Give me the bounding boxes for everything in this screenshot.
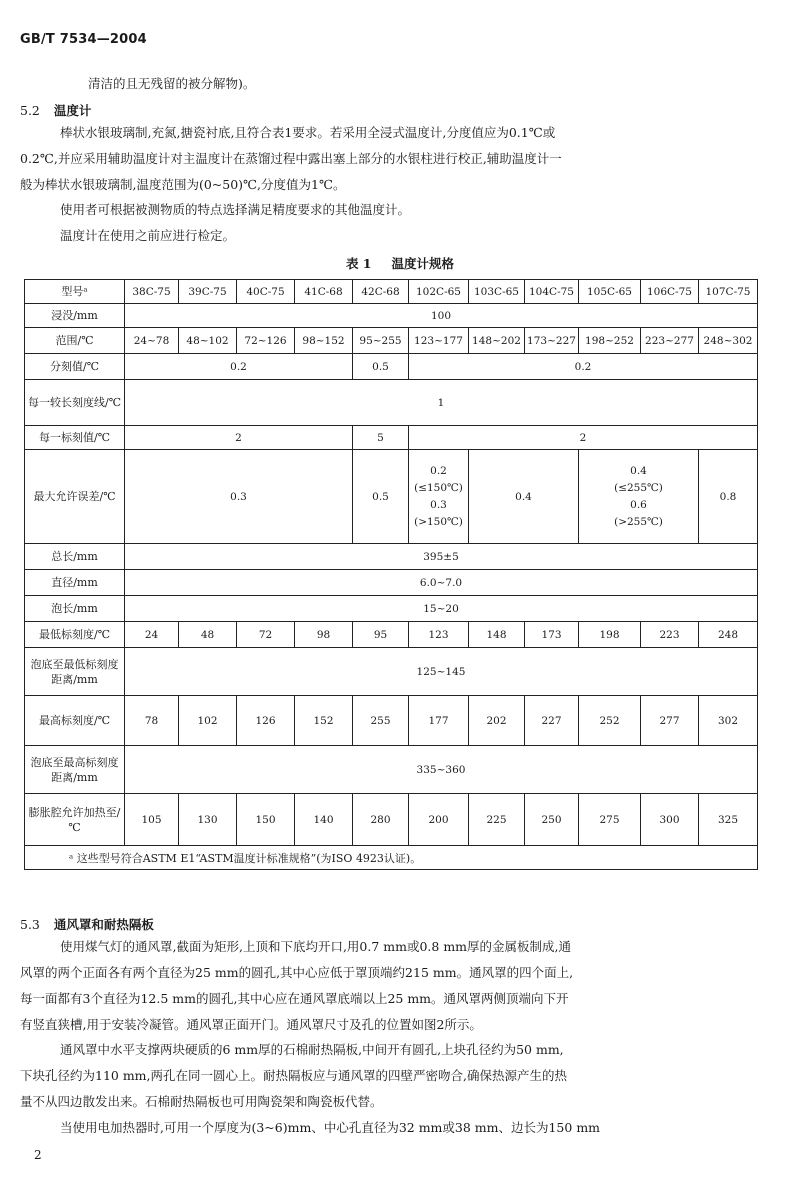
row-label: 范围/℃ (25, 328, 125, 354)
table-cell: 100 (125, 304, 758, 328)
table-cell: 104C-75 (525, 280, 579, 304)
row-label: 每一标刻值/℃ (25, 426, 125, 450)
paragraph-line: 风罩的两个正面各有两个直径为25 mm的圆孔,其中心应低于罩顶端约215 mm。通风罩的四个面上, (20, 965, 574, 980)
cell-line: 0.3 (430, 498, 447, 511)
table-cell: 227 (525, 696, 579, 746)
table-cell: 123 (409, 622, 469, 648)
table-row (25, 304, 758, 328)
table-cell: 200 (409, 794, 469, 846)
table-cell: 255 (353, 696, 409, 746)
table-row (25, 280, 758, 304)
table-row (25, 794, 758, 846)
table-cell: 24 (125, 622, 179, 648)
table-cell (579, 450, 699, 544)
table-cell: 0.2 (125, 354, 353, 380)
table-row (25, 380, 758, 426)
section-number: 5.2 (20, 103, 40, 118)
paragraph-line: 使用煤气灯的通风罩,截面为矩形,上顶和下底均开口,用0.7 mm或0.8 mm厚的金属板制成,通 (60, 939, 572, 954)
table-cell: 335~360 (125, 746, 758, 794)
table-row (25, 746, 758, 794)
table-cell: 95 (353, 622, 409, 648)
table-cell: 123~177 (409, 328, 469, 354)
paragraph-line: 有竖直狭槽,用于安装冷凝管。通风罩正面开门。通风罩尺寸及孔的位置如图2所示。 (20, 1017, 482, 1032)
section-5-2-heading (20, 101, 91, 119)
table-cell: 177 (409, 696, 469, 746)
table-cell: 140 (295, 794, 353, 846)
table-footnote: ᵃ 这些型号符合ASTM E1“ASTM温度计标准规格”(为ISO 4923认证)。 (25, 846, 758, 870)
table-cell: 2 (409, 426, 758, 450)
table-cell: 15~20 (125, 596, 758, 622)
paragraph-line: 0.2℃,并应采用辅助温度计对主温度计在蒸馏过程中露出塞上部分的水银柱进行校正,辅助温度计一 (20, 151, 562, 166)
table-cell: 248 (699, 622, 758, 648)
row-label: 浸没/mm (25, 304, 125, 328)
paragraph-line: 每一面都有3个直径为12.5 mm的圆孔,其中心应在通风罩底端以上25 mm。通风罩两侧顶端向下开 (20, 991, 569, 1006)
row-label: 分刻值/℃ (25, 354, 125, 380)
table-row (25, 696, 758, 746)
paragraph-line: 下块孔径约为110 mm,两孔在同一圆心上。耐热隔板应与通风罩的四壁严密吻合,确保热源产生的热 (20, 1068, 567, 1083)
thermometer-spec-table (24, 279, 758, 870)
section-5-3-heading (20, 915, 154, 933)
table-cell: 0.8 (699, 450, 758, 544)
table-cell: 42C-68 (353, 280, 409, 304)
table-cell: 280 (353, 794, 409, 846)
table-cell: 150 (237, 794, 295, 846)
table-row (25, 846, 758, 870)
table-cell: 173~227 (525, 328, 579, 354)
cell-line: (≤255℃) (614, 481, 663, 494)
row-label: 最高标刻度/℃ (25, 696, 125, 746)
continued-text: 清洁的且无残留的被分解物)。 (88, 76, 256, 91)
row-label: 膨胀腔允许加热至/℃ (25, 794, 125, 846)
section-title: 通风罩和耐热隔板 (53, 917, 154, 932)
paragraph-line: 量不从四边散发出来。石棉耐热隔板也可用陶瓷架和陶瓷板代替。 (20, 1094, 383, 1109)
table-cell: 48 (179, 622, 237, 648)
table-cell: 325 (699, 794, 758, 846)
row-label: 泡底至最低标刻度距离/mm (25, 648, 125, 696)
table-cell: 223 (641, 622, 699, 648)
table-cell: 275 (579, 794, 641, 846)
table-cell: 102 (179, 696, 237, 746)
paragraph-line: 当使用电加热器时,可用一个厚度为(3~6)mm、中心孔直径为32 mm或38 mm、边长为150 mm (60, 1120, 601, 1135)
table-row (25, 544, 758, 570)
row-label: 总长/mm (25, 544, 125, 570)
table-cell: 225 (469, 794, 525, 846)
row-label: 最低标刻度/℃ (25, 622, 125, 648)
table-cell: 198~252 (579, 328, 641, 354)
table-cell: 40C-75 (237, 280, 295, 304)
table-caption (0, 254, 800, 272)
cell-line: (≤150℃) (414, 481, 463, 494)
table-cell: 0.4 (469, 450, 579, 544)
table-cell: 0.5 (353, 450, 409, 544)
row-label: 每一较长刻度线/℃ (25, 380, 125, 426)
table-row (25, 570, 758, 596)
table-title: 温度计规格 (391, 256, 455, 271)
table-cell: 148~202 (469, 328, 525, 354)
table-cell: 1 (125, 380, 758, 426)
table-cell: 95~255 (353, 328, 409, 354)
table-cell: 6.0~7.0 (125, 570, 758, 596)
table-cell: 72~126 (237, 328, 295, 354)
paragraph-line: 温度计在使用之前应进行检定。 (60, 228, 236, 243)
cell-line: (>150℃) (414, 515, 463, 528)
table-cell: 152 (295, 696, 353, 746)
table-cell: 107C-75 (699, 280, 758, 304)
table-number: 表 1 (345, 256, 372, 271)
cell-line: 0.6 (630, 498, 647, 511)
table-row (25, 328, 758, 354)
table-cell: 106C-75 (641, 280, 699, 304)
table-cell: 102C-65 (409, 280, 469, 304)
table-cell: 98 (295, 622, 353, 648)
table-cell: 130 (179, 794, 237, 846)
table-cell: 72 (237, 622, 295, 648)
table-cell: 78 (125, 696, 179, 746)
table-cell: 277 (641, 696, 699, 746)
table-row (25, 450, 758, 544)
table-cell: 41C-68 (295, 280, 353, 304)
table-cell (409, 450, 469, 544)
table-cell: 24~78 (125, 328, 179, 354)
cell-line: 0.4 (630, 464, 647, 477)
row-label: 泡长/mm (25, 596, 125, 622)
paragraph-line: 棒状水银玻璃制,充氮,搪瓷衬底,且符合表1要求。若采用全浸式温度计,分度值应为0.1℃或 (60, 125, 556, 140)
table-row (25, 622, 758, 648)
table-row (25, 354, 758, 380)
cell-line: 0.2 (430, 464, 447, 477)
table-cell: 395±5 (125, 544, 758, 570)
row-label: 直径/mm (25, 570, 125, 596)
table-cell: 148 (469, 622, 525, 648)
paragraph-line: 通风罩中水平支撑两块硬质的6 mm厚的石棉耐热隔板,中间开有圆孔,上块孔径约为50 mm, (60, 1042, 564, 1057)
standard-number: GB/T 7534—2004 (20, 32, 147, 47)
table-cell: 223~277 (641, 328, 699, 354)
table-cell: 126 (237, 696, 295, 746)
paragraph-line: 使用者可根据被测物质的特点选择满足精度要求的其他温度计。 (60, 202, 411, 217)
table-row (25, 648, 758, 696)
table-cell: 5 (353, 426, 409, 450)
table-cell: 202 (469, 696, 525, 746)
cell-line: (>255℃) (614, 515, 663, 528)
table-cell: 39C-75 (179, 280, 237, 304)
table-cell: 173 (525, 622, 579, 648)
table-row (25, 426, 758, 450)
table-cell: 0.5 (353, 354, 409, 380)
table-cell: 98~152 (295, 328, 353, 354)
table-cell: 38C-75 (125, 280, 179, 304)
table-cell: 300 (641, 794, 699, 846)
row-label: 泡底至最高标刻度距离/mm (25, 746, 125, 794)
table-cell: 250 (525, 794, 579, 846)
table-cell: 0.3 (125, 450, 353, 544)
table-cell: 105 (125, 794, 179, 846)
table-cell: 302 (699, 696, 758, 746)
table-cell: 105C-65 (579, 280, 641, 304)
table-cell: 198 (579, 622, 641, 648)
table-cell: 252 (579, 696, 641, 746)
table-cell: 125~145 (125, 648, 758, 696)
table-row (25, 596, 758, 622)
row-label: 最大允许误差/℃ (25, 450, 125, 544)
paragraph-line: 般为棒状水银玻璃制,温度范围为(0~50)℃,分度值为1℃。 (20, 177, 346, 192)
page-number: 2 (34, 1148, 42, 1162)
section-number: 5.3 (20, 917, 40, 932)
table-cell: 48~102 (179, 328, 237, 354)
table-cell: 2 (125, 426, 353, 450)
table-cell: 0.2 (409, 354, 758, 380)
section-title: 温度计 (53, 103, 92, 118)
row-label: 型号ᵃ (25, 280, 125, 304)
table-cell: 248~302 (699, 328, 758, 354)
table-cell: 103C-65 (469, 280, 525, 304)
